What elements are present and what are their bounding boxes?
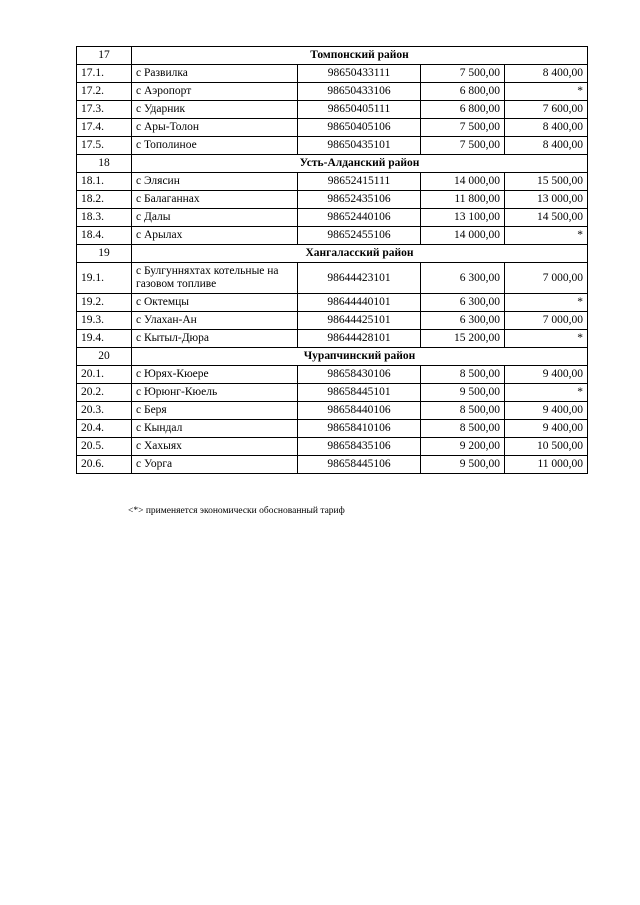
row-number: 19.2. [77, 294, 132, 312]
tariff-value-2: 14 500,00 [505, 209, 588, 227]
oktmo-code: 98650433111 [298, 65, 421, 83]
row-number: 20.5. [77, 438, 132, 456]
tariff-value-2: 15 500,00 [505, 173, 588, 191]
row-number: 17.3. [77, 101, 132, 119]
settlement-name: с Ары-Толон [132, 119, 298, 137]
settlement-name: с Октемцы [132, 294, 298, 312]
tariff-value-1: 13 100,00 [421, 209, 505, 227]
oktmo-code: 98652440106 [298, 209, 421, 227]
district-header-row [77, 155, 588, 173]
table-row [77, 83, 588, 101]
oktmo-code: 98652435106 [298, 191, 421, 209]
settlement-name: с Кытыл-Дюра [132, 330, 298, 348]
oktmo-code: 98658430106 [298, 366, 421, 384]
tariff-value-1: 14 000,00 [421, 227, 505, 245]
tariff-table [76, 46, 588, 474]
settlement-name: с Элясин [132, 173, 298, 191]
tariff-value-2: * [505, 294, 588, 312]
table-row [77, 263, 588, 294]
tariff-value-1: 7 500,00 [421, 119, 505, 137]
oktmo-code: 98658445106 [298, 456, 421, 474]
table-row [77, 137, 588, 155]
settlement-name: с Кындал [132, 420, 298, 438]
row-number: 19.3. [77, 312, 132, 330]
table-row [77, 456, 588, 474]
tariff-value-2: 9 400,00 [505, 366, 588, 384]
table-row [77, 294, 588, 312]
tariff-value-1: 6 300,00 [421, 263, 505, 294]
row-number: 19.1. [77, 263, 132, 294]
table-row [77, 402, 588, 420]
tariff-value-2: * [505, 83, 588, 101]
tariff-value-2: * [505, 330, 588, 348]
tariff-value-1: 7 500,00 [421, 65, 505, 83]
oktmo-code: 98652415111 [298, 173, 421, 191]
tariff-table-body [77, 47, 588, 474]
row-number: 20.3. [77, 402, 132, 420]
table-row [77, 384, 588, 402]
tariff-value-1: 8 500,00 [421, 420, 505, 438]
section-number: 20 [77, 348, 132, 366]
tariff-value-2: 13 000,00 [505, 191, 588, 209]
tariff-value-1: 6 800,00 [421, 83, 505, 101]
table-row [77, 227, 588, 245]
tariff-value-1: 9 500,00 [421, 456, 505, 474]
settlement-name: с Хахыях [132, 438, 298, 456]
settlement-name: с Балаганнах [132, 191, 298, 209]
district-header-row [77, 348, 588, 366]
oktmo-code: 98658410106 [298, 420, 421, 438]
tariff-value-1: 9 500,00 [421, 384, 505, 402]
settlement-name: с Булгунняхтах котельные на газовом топливе [132, 263, 298, 294]
oktmo-code: 98658435106 [298, 438, 421, 456]
tariff-value-2: 10 500,00 [505, 438, 588, 456]
oktmo-code: 98650405106 [298, 119, 421, 137]
tariff-value-2: 7 600,00 [505, 101, 588, 119]
settlement-name: с Аэропорт [132, 83, 298, 101]
tariff-value-2: * [505, 227, 588, 245]
district-name: Чурапчинский район [132, 348, 588, 366]
table-row [77, 438, 588, 456]
oktmo-code: 98644440101 [298, 294, 421, 312]
tariff-value-1: 15 200,00 [421, 330, 505, 348]
tariff-value-1: 14 000,00 [421, 173, 505, 191]
row-number: 17.1. [77, 65, 132, 83]
tariff-value-2: 9 400,00 [505, 402, 588, 420]
oktmo-code: 98650435101 [298, 137, 421, 155]
footnote: <*> применяется экономически обоснованный тариф [128, 506, 345, 516]
table-row [77, 366, 588, 384]
settlement-name: с Беря [132, 402, 298, 420]
table-row [77, 312, 588, 330]
section-number: 17 [77, 47, 132, 65]
oktmo-code: 98644423101 [298, 263, 421, 294]
oktmo-code: 98644428101 [298, 330, 421, 348]
row-number: 17.4. [77, 119, 132, 137]
table-row [77, 330, 588, 348]
tariff-value-2: 8 400,00 [505, 119, 588, 137]
settlement-name: с Ударник [132, 101, 298, 119]
row-number: 18.3. [77, 209, 132, 227]
table-row [77, 173, 588, 191]
oktmo-code: 98652455106 [298, 227, 421, 245]
row-number: 18.4. [77, 227, 132, 245]
tariff-value-1: 6 800,00 [421, 101, 505, 119]
tariff-value-1: 6 300,00 [421, 294, 505, 312]
tariff-value-2: 8 400,00 [505, 65, 588, 83]
tariff-value-1: 9 200,00 [421, 438, 505, 456]
tariff-value-2: * [505, 384, 588, 402]
settlement-name: с Арылах [132, 227, 298, 245]
row-number: 19.4. [77, 330, 132, 348]
table-row [77, 209, 588, 227]
tariff-value-2: 9 400,00 [505, 420, 588, 438]
settlement-name: с Тополиное [132, 137, 298, 155]
settlement-name: с Далы [132, 209, 298, 227]
row-number: 20.1. [77, 366, 132, 384]
settlement-name: с Развилка [132, 65, 298, 83]
table-row [77, 65, 588, 83]
tariff-value-1: 11 800,00 [421, 191, 505, 209]
oktmo-code: 98650405111 [298, 101, 421, 119]
row-number: 18.2. [77, 191, 132, 209]
district-name: Томпонский район [132, 47, 588, 65]
section-number: 18 [77, 155, 132, 173]
tariff-value-2: 7 000,00 [505, 263, 588, 294]
settlement-name: с Уорга [132, 456, 298, 474]
tariff-value-2: 7 000,00 [505, 312, 588, 330]
oktmo-code: 98658445101 [298, 384, 421, 402]
row-number: 17.5. [77, 137, 132, 155]
row-number: 20.6. [77, 456, 132, 474]
settlement-name: с Юрюнг-Кюель [132, 384, 298, 402]
oktmo-code: 98658440106 [298, 402, 421, 420]
row-number: 17.2. [77, 83, 132, 101]
settlement-name: с Юрях-Кюере [132, 366, 298, 384]
oktmo-code: 98650433106 [298, 83, 421, 101]
tariff-value-2: 11 000,00 [505, 456, 588, 474]
tariff-value-1: 7 500,00 [421, 137, 505, 155]
table-row [77, 119, 588, 137]
district-header-row [77, 47, 588, 65]
tariff-value-1: 8 500,00 [421, 402, 505, 420]
table-row [77, 191, 588, 209]
table-row [77, 101, 588, 119]
row-number: 20.4. [77, 420, 132, 438]
district-name: Усть-Алданский район [132, 155, 588, 173]
settlement-name: с Улахан-Ан [132, 312, 298, 330]
section-number: 19 [77, 245, 132, 263]
row-number: 18.1. [77, 173, 132, 191]
table-row [77, 420, 588, 438]
tariff-value-1: 8 500,00 [421, 366, 505, 384]
tariff-value-2: 8 400,00 [505, 137, 588, 155]
row-number: 20.2. [77, 384, 132, 402]
district-name: Хангаласский район [132, 245, 588, 263]
district-header-row [77, 245, 588, 263]
oktmo-code: 98644425101 [298, 312, 421, 330]
tariff-value-1: 6 300,00 [421, 312, 505, 330]
